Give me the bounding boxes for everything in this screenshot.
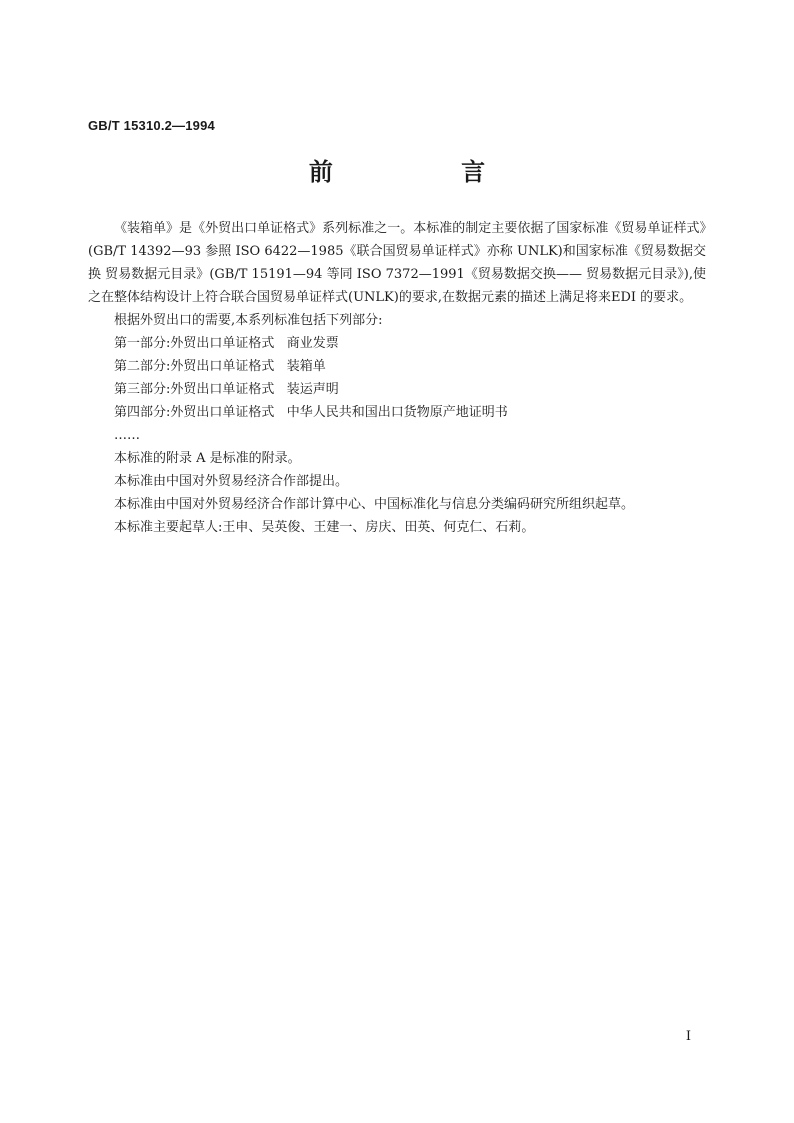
list-item: ……	[114, 428, 140, 443]
appendix-note: 本标准的附录 A 是标准的附录。	[114, 451, 301, 466]
foreword-body	[88, 217, 706, 539]
drafters-note: 本标准主要起草人:王申、吴英俊、王建一、房庆、田英、何克仁、石莉。	[114, 520, 535, 535]
list-item: 第二部分:外贸出口单证格式 装箱单	[114, 359, 326, 374]
page-number: I	[685, 1029, 691, 1044]
list-item: 第一部分:外贸出口单证格式 商业发票	[114, 336, 339, 351]
intro-paragraph: 《装箱单》是《外贸出口单证格式》系列标准之一。本标准的制定主要依据了国家标准《贸易单证样式》(GB/T 14392—93 参照 ISO 6422—1985《联合国贸易单证样式》亦称 UNLK)和国家标准《贸易数据交换 贸易数据元目录》(GB/T 15191—94 等同 ISO 7372—1991《贸易数据交换—— 贸易数据元目录》),使之在整体结构设计上符合联合国贸易单证样式(UNLK)的要求,在数据元素的描述上满足将来EDI 的要求。	[88, 221, 706, 305]
standard-code: GB/T 15310.2—1994	[88, 118, 215, 133]
list-item: 第三部分:外贸出口单证格式 装运声明	[114, 382, 339, 397]
drafting-org-note: 本标准由中国对外贸易经济合作部计算中心、中国标准化与信息分类编码研究所组织起草。	[114, 497, 635, 512]
page-title: 前 言	[308, 158, 546, 186]
proposer-note: 本标准由中国对外贸易经济合作部提出。	[114, 474, 349, 489]
parts-list	[88, 332, 706, 447]
list-item: 第四部分:外贸出口单证格式 中华人民共和国出口货物原产地证明书	[114, 405, 508, 420]
parts-intro-paragraph: 根据外贸出口的需要,本系列标准包括下列部分:	[114, 313, 383, 328]
